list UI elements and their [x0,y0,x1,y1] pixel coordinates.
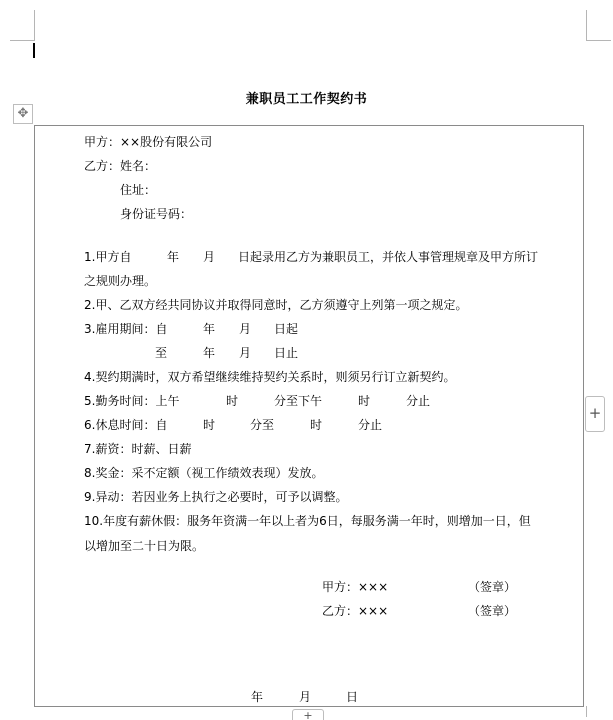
party-b-name-line: 乙方：姓名： [84,159,157,173]
table-move-handle[interactable] [13,104,33,124]
clause5-hour-end: 时 [358,394,371,408]
clause1-part-d: 日起录用乙方为兼职员工，并依人事管理规章及甲方所订 [238,250,539,264]
add-row-button[interactable] [292,709,324,720]
clause3-month-end: 月 [239,346,252,360]
add-column-button[interactable] [585,396,605,432]
clause3-year-end: 年 [203,346,216,360]
clause2-line: 2.甲、乙双方经共同协议并取得同意时，乙方须遵守上列第一项之规定。 [84,298,468,312]
clause3-until: 至 [155,346,168,360]
clause6-part-a: 6.休息时间：自 [84,418,168,432]
clause9-line: 9.异动：若因业务上执行之必要时，可予以调整。 [84,490,348,504]
clause10-line1: 10.年度有薪休假：服务年资满一年以上者为6日，每服务满一年时，则增加一日，但 [84,514,531,528]
page-corner-top-right [586,10,611,41]
signature-party-b: 乙方：××× [322,604,389,618]
page-corner-top-left [10,10,35,41]
signature-party-b-seal: （签章） [468,604,517,618]
document-title: 兼职员工工作契约书 [245,92,368,107]
clause5-part-c: 分至下午 [274,394,323,408]
clause6-hour: 时 [203,418,216,432]
id-number-line: 身份证号码： [120,207,193,221]
address-line: 住址： [120,183,157,197]
clause1-month: 月 [203,250,216,264]
contract-table[interactable] [34,125,584,707]
date-month: 月 [299,690,312,704]
party-a-line: 甲方：××股份有限公司 [84,135,213,149]
clause8-line: 8.奖金：采不定额（视工作绩效表现）发放。 [84,466,324,480]
clause6-hour-end: 时 [310,418,323,432]
clause3-day-end: 日止 [274,346,299,360]
clause10-line2: 以增加至二十日为限。 [84,539,205,553]
clause1-year: 年 [167,250,180,264]
clause5-part-a: 5.勤务时间：上午 [84,394,180,408]
move-cross-icon: ✥ [17,106,29,121]
text-cursor [33,43,35,58]
date-year: 年 [251,690,264,704]
clause3-part-a: 3.雇用期间：自 [84,322,168,336]
clause3-day-start: 日起 [274,322,299,336]
clause1-part-e: 之规则办理。 [84,274,157,288]
clause3-month: 月 [239,322,252,336]
date-day: 日 [346,690,359,704]
clause3-year: 年 [203,322,216,336]
clause7-line: 7.薪资：时薪、日薪 [84,442,192,456]
clause6-end: 分止 [358,418,383,432]
plus-icon: + [303,709,313,720]
signature-party-a: 甲方：××× [322,580,389,594]
clause5-end: 分止 [406,394,431,408]
plus-icon: + [588,404,602,422]
signature-party-a-seal: （签章） [468,580,517,594]
page-corner-bottom-right [586,706,587,717]
clause6-part-c: 分至 [250,418,275,432]
clause5-hour: 时 [226,394,239,408]
clause4-line: 4.契约期满时，双方希望继续维持契约关系时，则须另行订立新契约。 [84,370,456,384]
clause1-part-a: 1.甲方自 [84,250,132,264]
